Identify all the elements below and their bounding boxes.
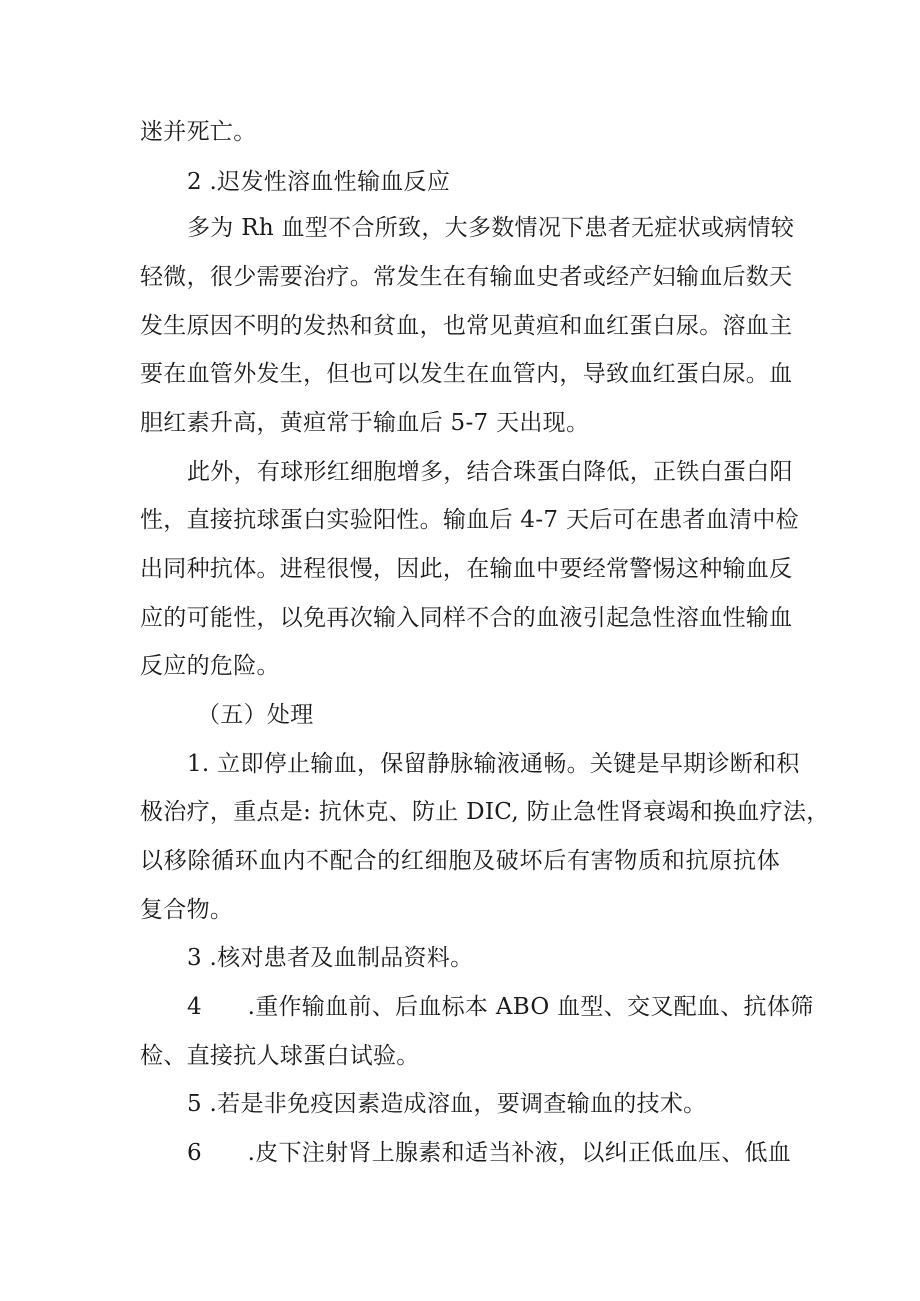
- text-line: 1. 立即停止输血，保留静脉输液通畅。关键是早期诊断和积: [187, 751, 800, 777]
- text-line: 4 .重作输血前、后血标本 ABO 血型、交叉配血、抗体筛: [187, 994, 814, 1020]
- text-line: 胆红素升高，黄疸常于输血后 5-7 天出现。: [140, 410, 590, 436]
- section-heading: 2 .迟发性溶血性输血反应: [187, 169, 451, 195]
- text-line: 以移除循环血内不配合的红细胞及破坏后有害物质和抗原抗体: [140, 848, 780, 874]
- section-heading: （五）处理: [197, 702, 314, 728]
- text-line: 应的可能性，以免再次输入同样不合的血液引起急性溶血性输血: [140, 605, 793, 631]
- text-line: 复合物。: [140, 897, 234, 923]
- text-line: 多为 Rh 血型不合所致，大多数情况下患者无症状或病情较: [187, 215, 795, 241]
- text-line: 检、直接抗人球蛋白试验。: [140, 1043, 420, 1069]
- text-line: 要在血管外发生，但也可以发生在血管内，导致血红蛋白尿。血: [140, 361, 793, 387]
- text-line: 性，直接抗球蛋白实验阳性。输血后 4-7 天后可在患者血清中检: [140, 507, 799, 533]
- text-line: 迷并死亡。: [140, 119, 257, 145]
- text-line: 6 .皮下注射肾上腺素和适当补液，以纠正低血压、低血: [187, 1140, 792, 1166]
- text-line: 极治疗，重点是: 抗休克、防止 DIC, 防止急性肾衰竭和换血疗法，: [140, 799, 830, 825]
- text-line: 发生原因不明的发热和贫血，也常见黄疸和血红蛋白尿。溶血主: [140, 313, 793, 339]
- text-line: 反应的危险。: [140, 653, 280, 679]
- text-line: 此外，有球形红细胞增多，结合珠蛋白降低，正铁白蛋白阳: [187, 459, 793, 485]
- text-line: 5 .若是非免疫因素造成溶血，要调查输血的技术。: [187, 1091, 707, 1117]
- text-line: 出同种抗体。进程很慢，因此，在输血中要经常警惕这种输血反: [140, 556, 793, 582]
- text-line: 轻微，很少需要治疗。常发生在有输血史者或经产妇输血后数天: [140, 264, 793, 290]
- text-line: 3 .核对患者及血制品资料。: [187, 945, 474, 971]
